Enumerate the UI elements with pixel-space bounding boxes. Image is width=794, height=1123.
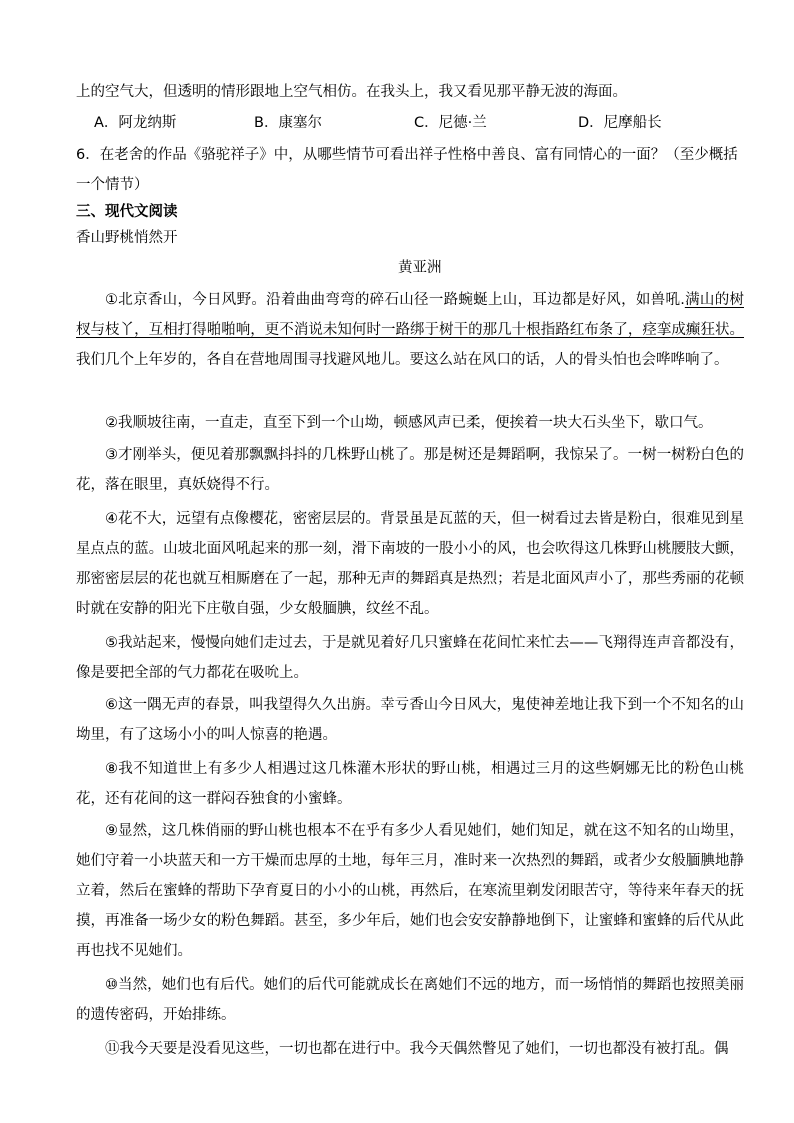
paragraph-11: ⑪我今天要是没看见这些，一切也都在进行中。我今天偶然瞥见了她们，一切也都没有被打乱。偶 bbox=[105, 1041, 729, 1057]
text-line-continuation: 上的空气大，但透明的情形跟地上空气相仿。在我头上，我又看见那平静无波的海面。 bbox=[76, 84, 627, 100]
paragraph-1-underlined: 满山的树杈与枝丫，互相打得啪啪响，更不消说未知何时一路绑于树干的那几十根指路红布条了，痉挛成癫狂状。 bbox=[76, 292, 744, 338]
question-6-line1: 6．在老舍的作品《骆驼祥子》中，从哪些情节可看出祥子性格中善良、富有同情心的一面？（至少概括 bbox=[76, 147, 738, 163]
option-d: D．尼摩船长 bbox=[578, 115, 662, 131]
option-b: B．康塞尔 bbox=[254, 115, 322, 131]
option-a: A．阿龙纳斯 bbox=[94, 115, 177, 131]
paragraph-10: ⑩当然，她们也有后代。她们的后代可能就成长在离她们不远的地方，而一场悄悄的舞蹈也按照美丽的遗传密码，开始排练。 bbox=[76, 977, 744, 1023]
paragraph-1 bbox=[76, 285, 744, 375]
paragraph-8: ⑧我不知道世上有多少人相遇过这几株灌木形状的野山桃，相遇过三月的这些婀娜无比的粉色山桃花，还有花间的这一群闷吞独食的小蜜蜂。 bbox=[76, 761, 744, 807]
paragraph-3: ③才刚举头，便见着那飘飘抖抖的几株野山桃了。那是树还是舞蹈啊，我惊呆了。一树一树粉白色的花，落在眼里，真妖娆得不行。 bbox=[76, 447, 744, 493]
section-heading: 三、现代文阅读 bbox=[76, 204, 178, 220]
paragraph-4: ④花不大，远望有点像樱花，密密层层的。背景虽是瓦蓝的天，但一树看过去皆是粉白，很难见到星星点点的蓝。山坡北面风吼起来的那一刻，滑下南坡的一股小小的风，也会吹得这几株野山桃腰肢大颤，那密密层层的花也就互相厮磨在了一起，那种无声的舞蹈真是热烈；若是北面风声小了，那些秀丽的花顿时就在安静的阳光下庄敬自强，少女般腼腆，纹丝不乱。 bbox=[76, 511, 744, 617]
question-6-line2: 一个情节） bbox=[76, 177, 149, 193]
paragraph-1-text-b: 我们几个上年岁的，各自在营地周围寻找避风地儿。要这么站在风口的话，人的骨头怕也会哗哗响了。 bbox=[76, 352, 729, 368]
article-title: 香山野桃悄然开 bbox=[76, 230, 178, 246]
paragraph-1-text-a: ①北京香山，今日风野。沿着曲曲弯弯的碎石山径一路蜿蜒上山，耳边都是好风，如兽吼. bbox=[105, 292, 685, 308]
option-c: C．尼德·兰 bbox=[414, 115, 487, 131]
paragraph-6: ⑥这一隅无声的春景，叫我望得久久出旃。幸亏香山今日风大，鬼使神差地让我下到一个不知名的山坳里，有了这场小小的叫人惊喜的艳遇。 bbox=[76, 697, 744, 743]
paragraph-9: ⑨显然，这几株俏丽的野山桃也根本不在乎有多少人看见她们，她们知足，就在这不知名的山坳里，她们守着一小块蓝天和一方干燥而忠厚的土地，每年三月，准时来一次热烈的舞蹈，或者少女般腼腆地静立着，然后在蜜蜂的帮助下孕育夏日的小小的山桃，再然后，在寒流里剃发闭眼苦守，等待来年春天的抚摸，再准备一场少女的粉色舞蹈。甚至，多少年后，她们也会安安静静地倒下，让蜜蜂和蜜蜂的后代从此再也找不见她们。 bbox=[76, 823, 744, 959]
paragraph-5: ⑤我站起来，慢慢向她们走过去，于是就见着好几只蜜蜂在花间忙来忙去——飞翔得连声音都没有，像是要把全部的气力都花在吸吮上。 bbox=[76, 635, 744, 681]
article-author: 黄亚洲 bbox=[398, 260, 442, 276]
paragraph-2: ②我顺坡往南，一直走，直至下到一个山坳，顿感风声已柔，便挨着一块大石头坐下，歇口气。 bbox=[105, 415, 713, 431]
